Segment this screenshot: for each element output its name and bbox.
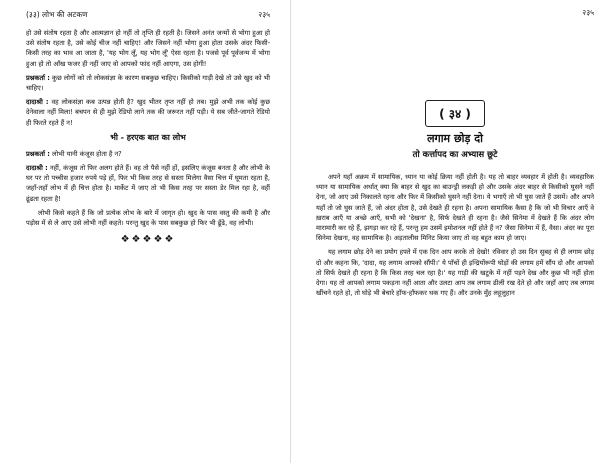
right-page bbox=[300, 0, 600, 463]
paragraph: हो उसे संतोष रहता है और आत्मज्ञान हो नहीं तो तृप्ति ही रहती है। जिसने अनंत जन्मों से भोगा हुआ हो उसे संतोष रहता है, उसे कोई चीज नहीं चाहिए! और जिसने नहीं भोगा हुआ होता उसके अंदर फिसी-किसी तरह का भाव आ जाता है, 'यह भोग लूँ, यह भोग लूँ' ऐसा रहता है। पजसे पूर्व पूर्वजन्म में भोगा हुआ हो तो आँख फजर ही नहीं जाए वो आपको फांद नहीं आएगा, उस होगी! bbox=[26, 29, 270, 68]
right-page-header bbox=[316, 8, 594, 18]
answer bbox=[26, 163, 270, 204]
section-title: भी - हरएक बात का लोभ bbox=[110, 132, 186, 142]
left-page-number: २३५ bbox=[258, 10, 270, 19]
left-page bbox=[0, 0, 282, 463]
chapter-subtitle: तो कर्त्तापद का अभ्यास छूटे bbox=[412, 150, 498, 160]
answer-text: वह लोकसंज्ञा कब उत्पन्न होती है? खुद भीतर तृप्त नहीं हो तब। मुझे अभी तक कोई कुछ देनेवाला नहीं मिला! बचपन से ही मुझे रेडियो लाने तक की जरूरत नहीं पड़ी। ये सब जीते-जागते रेडियो ही फिरते रहते हैं न! bbox=[26, 98, 270, 127]
right-page-number: २३५ bbox=[582, 8, 594, 17]
left-header-title: (३३) लोभ की अटकण bbox=[26, 10, 88, 19]
paragraph: अपने यहाँ अक्रम में सामायिक, ध्यान या कोई क्रिया नहीं होती है। यह तो बाहर व्यवहार में होती है। व्यवहारिक ध्यान या सामायिक अर्थात् क्या कि बाहर से खुद का बाउन्ड्री लकड़ी हो और उसके अंदर बाहर से किसीको घुसने नहीं देना, जो आए उसे निकालते रहना और फिर में किसीको घुसने नहीं देना। ये भगाएँ तो भी घुस जाते हैं उसमें। और अपने यहाँ तो जो घुस जाते हैं, जो अंदर होता है, उसे देखते ही रहना है। अपना सामायिक कैसा है कि जो भी विचार आएँ वे ख़राब आएँ या अच्छे आएँ, सभी को 'देखना' है, सिर्फ देखते ही रहना है। जैसे सिनेमा में देखते हैं कि अंदर लोग मारामारी कर रहे हैं, झगड़ा कर रहे हैं, परन्तु हम उसमें इमोशनल नहीं होते हैं न? जैसा सिनेमा में हैं, वैसा। अंदर का पूरा सिनेमा देखना, वह सामायिक है। अड़तालीस मिनिट किया जाए तो वह बहुत काम हो जाए। bbox=[316, 173, 594, 243]
answer-text: नहीं, कंजूस तो फिर अलग होते हैं। वह तो पैसे नहीं हों, इसलिए कंजूस बनता है और लोभी के घर पर तो पच्चीस हजार रुपये पड़े हों, फिर भी किस तरह से सस्ता मिलेगा वैसा चित्त में घूमता रहता है, जहाँ-तहाँ लोभ में ही चित्त होता है। मार्केट में जाए तो भी किस तरह पर सस्ता डेर मिल रहा है, वहीं ढूंढता रहता है! bbox=[26, 164, 270, 203]
page-gutter bbox=[290, 0, 291, 463]
question-text: लोभी यानी कंजूस होता है न? bbox=[52, 149, 122, 158]
question bbox=[26, 73, 270, 93]
left-page-header bbox=[26, 10, 270, 20]
chapter-title: लगाम छोड़ दो bbox=[427, 132, 483, 145]
question-text: कुछ लोगों को तो लोकसंज्ञा के कारण सबकुछ चाहिए। किसीको गाड़ी देखे तो उसे खुद को भी चाहिए। bbox=[26, 73, 270, 93]
ornament-divider: ❖❖❖❖❖ bbox=[120, 234, 176, 246]
question bbox=[26, 149, 270, 159]
paragraph: यह लगाम छोड़ देने का प्रयोग हफ्ते में एक दिन आप करके तो देखो! रविवार हो उस दिन सुबह से ही लगाम छोड़ दो और कहना कि, 'दादा, यह लगाम आपको सौंपी।' ये पाँचों ही इन्द्रियोंरूपी घोड़ों की लगाम हमें सौंप दो और आपको तो सिर्फ देखते ही रहना है कि किस तरह चल रहा है।' यह गाड़ी की खटूके में नहीं पड़ने देख और कुछ भी नहीं होता देगा। यह तो आपको लगाम पकड़ना नहीं आता और उलटा आप तब लगाम ढीली रख देते हो और जहाँ आए तब लगाम खींचने रहते हो, तो घोड़े भी बेचारे हाँफ-हाँफकर थक गए हैं। और उनके मुँह लहूलुहान bbox=[316, 248, 594, 298]
speaker-label: दादाश्री : bbox=[26, 164, 48, 173]
speaker-label: दादाश्री : bbox=[26, 98, 49, 107]
paragraph: लोभी किसे कहते हैं कि जो प्रत्येक लोभ के बारे में जागृत हो। खुद के पास वस्तु की कमी है और पड़ोस में से ले आए उसे लोभी नहीं कहते। परन्तु खुद के पास सबकुछ हो फिर भी ढूँढे, वह लोभी। bbox=[26, 208, 270, 228]
speaker-label: प्रश्नकर्ता : bbox=[26, 73, 50, 82]
chapter-number: ( ३४ ) bbox=[425, 100, 485, 127]
answer bbox=[26, 97, 270, 128]
speaker-label: प्रश्नकर्ता : bbox=[26, 149, 50, 158]
